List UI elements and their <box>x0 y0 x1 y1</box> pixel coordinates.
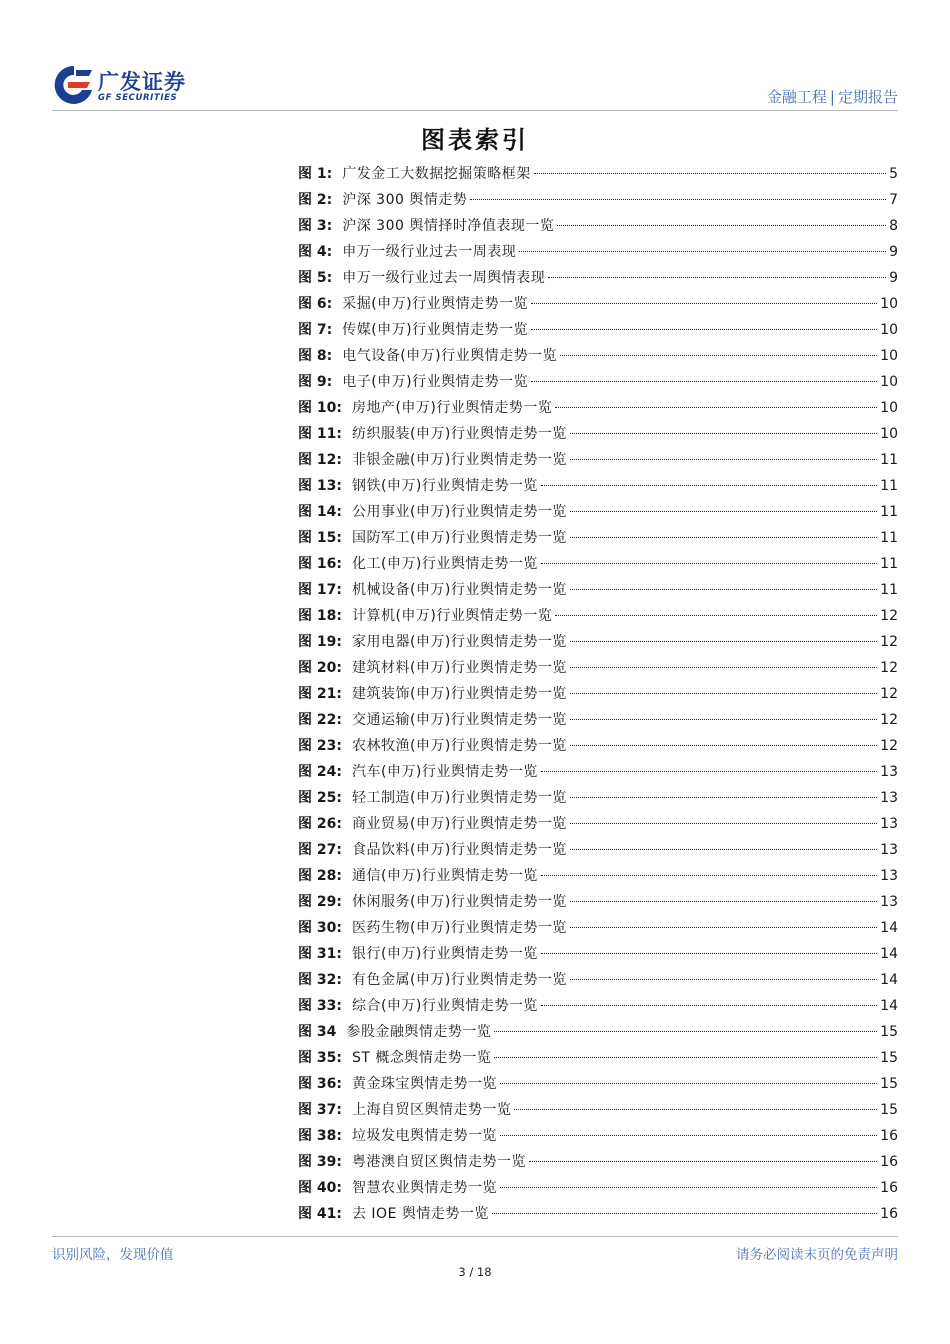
toc-entry[interactable] <box>298 603 898 629</box>
toc-entry[interactable] <box>298 577 898 603</box>
toc-entry[interactable] <box>298 317 898 343</box>
toc-entry[interactable] <box>298 551 898 577</box>
toc-entry[interactable] <box>298 291 898 317</box>
toc-entry[interactable] <box>298 967 898 993</box>
toc-page-number: 15 <box>880 1050 898 1066</box>
toc-page-number: 12 <box>880 712 898 728</box>
toc-entry[interactable] <box>298 1201 898 1227</box>
toc-entry[interactable] <box>298 525 898 551</box>
toc-figure-number: 图 17: <box>298 582 342 598</box>
toc-entry[interactable] <box>298 629 898 655</box>
toc-figure-number: 图 5: <box>298 270 333 286</box>
toc-figure-number: 图 21: <box>298 686 342 702</box>
toc-dot-leader <box>500 1187 877 1188</box>
toc-dot-leader <box>541 485 877 486</box>
toc-entry[interactable] <box>298 213 898 239</box>
toc-dot-leader <box>541 771 877 772</box>
toc-page-number: 10 <box>880 322 898 338</box>
category-separator: | <box>829 88 835 106</box>
toc-figure-number: 图 2: <box>298 192 333 208</box>
toc-figure-number: 图 35: <box>298 1050 342 1066</box>
header-divider <box>52 110 898 111</box>
toc-figure-title: 食品饮料(申万)行业舆情走势一览 <box>351 842 567 858</box>
toc-dot-leader <box>560 355 877 356</box>
toc-entry[interactable] <box>298 1071 898 1097</box>
toc-figure-number: 图 1: <box>298 166 333 182</box>
toc-figure-title: 参股金融舆情走势一览 <box>346 1024 492 1040</box>
toc-figure-title: 房地产(申万)行业舆情走势一览 <box>351 400 553 416</box>
toc-figure-number: 图 41: <box>298 1206 342 1222</box>
toc-dot-leader <box>557 225 886 226</box>
logo-name-en: GF SECURITIES <box>98 93 178 103</box>
toc-figure-number: 图 7: <box>298 322 333 338</box>
toc-figure-title: 沪深 300 舆情走势 <box>342 192 468 208</box>
toc-dot-leader <box>570 589 877 590</box>
toc-entry[interactable] <box>298 811 898 837</box>
toc-figure-title: 休闲服务(申万)行业舆情走势一览 <box>351 894 567 910</box>
toc-page-number: 10 <box>880 400 898 416</box>
toc-page-number: 13 <box>880 894 898 910</box>
toc-dot-leader <box>570 745 877 746</box>
toc-dot-leader <box>531 329 877 330</box>
page-title: 图表索引 <box>421 125 529 154</box>
toc-dot-leader <box>514 1109 877 1110</box>
toc-page-number: 12 <box>880 634 898 650</box>
toc-page-number: 15 <box>880 1102 898 1118</box>
toc-entry[interactable] <box>298 1149 898 1175</box>
toc-entry[interactable] <box>298 1097 898 1123</box>
toc-page-number: 13 <box>880 816 898 832</box>
toc-figure-number: 图 12: <box>298 452 342 468</box>
toc-figure-number: 图 29: <box>298 894 342 910</box>
toc-figure-title: 申万一级行业过去一周舆情表现 <box>342 270 546 286</box>
toc-figure-title: 建筑装饰(申万)行业舆情走势一览 <box>351 686 567 702</box>
toc-figure-number: 图 31: <box>298 946 342 962</box>
toc-page-number: 11 <box>880 556 898 572</box>
toc-figure-title: 广发金工大数据挖掘策略框架 <box>342 166 531 182</box>
toc-figure-number: 图 23: <box>298 738 342 754</box>
report-category <box>767 86 898 107</box>
toc-dot-leader <box>570 901 877 902</box>
toc-figure-number: 图 18: <box>298 608 342 624</box>
toc-page-number: 15 <box>880 1076 898 1092</box>
toc-figure-number: 图 28: <box>298 868 342 884</box>
toc-dot-leader <box>541 563 877 564</box>
toc-entry[interactable] <box>298 265 898 291</box>
toc-entry[interactable] <box>298 447 898 473</box>
toc-dot-leader <box>541 1005 877 1006</box>
toc-dot-leader <box>519 251 886 252</box>
toc-figure-title: 有色金属(申万)行业舆情走势一览 <box>351 972 567 988</box>
toc-page-number: 8 <box>889 218 898 234</box>
toc-figure-number: 图 38: <box>298 1128 342 1144</box>
toc-entry[interactable] <box>298 369 898 395</box>
toc-dot-leader <box>570 667 877 668</box>
toc-figure-title: 沪深 300 舆情择时净值表现一览 <box>342 218 555 234</box>
toc-entry[interactable] <box>298 343 898 369</box>
toc-figure-title: 纺织服装(申万)行业舆情走势一览 <box>351 426 567 442</box>
page-number: 3 / 18 <box>458 1265 492 1279</box>
toc-figure-title: 去 IOE 舆情走势一览 <box>351 1206 489 1222</box>
report-type-label: 定期报告 <box>837 88 898 106</box>
toc-entry[interactable] <box>298 785 898 811</box>
toc-page-number: 16 <box>880 1206 898 1222</box>
toc-figure-title: 银行(申万)行业舆情走势一览 <box>351 946 538 962</box>
toc-figure-title: 智慧农业舆情走势一览 <box>351 1180 497 1196</box>
toc-figure-number: 图 14: <box>298 504 342 520</box>
toc-entry[interactable] <box>298 1175 898 1201</box>
toc-figure-title: 医药生物(申万)行业舆情走势一览 <box>351 920 567 936</box>
toc-page-number: 10 <box>880 296 898 312</box>
toc-figure-title: 采掘(申万)行业舆情走势一览 <box>342 296 529 312</box>
toc-page-number: 14 <box>880 946 898 962</box>
footer-slogan: 识别风险，发现价值 <box>52 1247 174 1263</box>
toc-figure-title: 机械设备(申万)行业舆情走势一览 <box>351 582 567 598</box>
toc-figure-number: 图 27: <box>298 842 342 858</box>
toc-figure-title: 商业贸易(申万)行业舆情走势一览 <box>351 816 567 832</box>
toc-dot-leader <box>570 641 877 642</box>
toc-page-number: 12 <box>880 660 898 676</box>
toc-page-number: 16 <box>880 1180 898 1196</box>
toc-dot-leader <box>470 199 886 200</box>
toc-figure-title: 汽车(申万)行业舆情走势一览 <box>351 764 538 780</box>
toc-dot-leader <box>570 459 877 460</box>
toc-entry[interactable] <box>298 473 898 499</box>
toc-figure-title: 通信(申万)行业舆情走势一览 <box>351 868 538 884</box>
toc-figure-number: 图 37: <box>298 1102 342 1118</box>
toc-page-number: 11 <box>880 530 898 546</box>
toc-page-number: 13 <box>880 868 898 884</box>
toc-entry[interactable] <box>298 889 898 915</box>
toc-dot-leader <box>570 433 877 434</box>
toc-dot-leader <box>570 537 877 538</box>
toc-dot-leader <box>570 797 877 798</box>
toc-figure-number: 图 40: <box>298 1180 342 1196</box>
toc-entry[interactable] <box>298 499 898 525</box>
toc-dot-leader <box>570 693 877 694</box>
toc-dot-leader <box>541 875 877 876</box>
toc-figure-title: 交通运输(申万)行业舆情走势一览 <box>351 712 567 728</box>
toc-figure-title: 建筑材料(申万)行业舆情走势一览 <box>351 660 567 676</box>
toc-page-number: 15 <box>880 1024 898 1040</box>
toc-figure-number: 图 10: <box>298 400 342 416</box>
toc-entry[interactable] <box>298 1019 898 1045</box>
toc-page-number: 9 <box>889 244 898 260</box>
toc-figure-number: 图 32: <box>298 972 342 988</box>
toc-figure-number: 图 3: <box>298 218 333 234</box>
toc-figure-title: 计算机(申万)行业舆情走势一览 <box>351 608 553 624</box>
toc-entry[interactable] <box>298 187 898 213</box>
toc-entry[interactable] <box>298 993 898 1019</box>
figure-index-list <box>298 161 898 1227</box>
toc-figure-number: 图 9: <box>298 374 333 390</box>
toc-page-number: 12 <box>880 738 898 754</box>
toc-dot-leader <box>531 381 877 382</box>
toc-page-number: 12 <box>880 686 898 702</box>
toc-entry[interactable] <box>298 837 898 863</box>
toc-dot-leader <box>548 277 886 278</box>
toc-entry[interactable] <box>298 395 898 421</box>
toc-figure-title: 综合(申万)行业舆情走势一览 <box>351 998 538 1014</box>
toc-figure-title: 电气设备(申万)行业舆情走势一览 <box>342 348 558 364</box>
toc-dot-leader <box>541 953 877 954</box>
toc-figure-number: 图 13: <box>298 478 342 494</box>
page-header <box>52 62 898 108</box>
toc-figure-number: 图 19: <box>298 634 342 650</box>
footer-divider <box>52 1236 898 1237</box>
toc-page-number: 14 <box>880 998 898 1014</box>
toc-page-number: 5 <box>889 166 898 182</box>
toc-entry[interactable] <box>298 707 898 733</box>
toc-page-number: 14 <box>880 920 898 936</box>
toc-figure-number: 图 30: <box>298 920 342 936</box>
toc-dot-leader <box>570 979 877 980</box>
toc-figure-number: 图 25: <box>298 790 342 806</box>
toc-figure-title: 钢铁(申万)行业舆情走势一览 <box>351 478 538 494</box>
toc-page-number: 9 <box>889 270 898 286</box>
toc-figure-title: 垃圾发电舆情走势一览 <box>351 1128 497 1144</box>
toc-entry[interactable] <box>298 941 898 967</box>
toc-figure-number: 图 6: <box>298 296 333 312</box>
toc-dot-leader <box>494 1057 877 1058</box>
toc-page-number: 13 <box>880 842 898 858</box>
toc-figure-title: 家用电器(申万)行业舆情走势一览 <box>351 634 567 650</box>
toc-figure-title: 公用事业(申万)行业舆情走势一览 <box>351 504 567 520</box>
toc-page-number: 10 <box>880 374 898 390</box>
toc-page-number: 16 <box>880 1154 898 1170</box>
toc-dot-leader <box>534 173 886 174</box>
toc-figure-number: 图 15: <box>298 530 342 546</box>
toc-figure-number: 图 11: <box>298 426 342 442</box>
toc-page-number: 12 <box>880 608 898 624</box>
toc-figure-number: 图 26: <box>298 816 342 832</box>
toc-figure-title: ST 概念舆情走势一览 <box>351 1050 492 1066</box>
toc-dot-leader <box>570 927 877 928</box>
toc-dot-leader <box>570 719 877 720</box>
toc-page-number: 11 <box>880 582 898 598</box>
toc-entry[interactable] <box>298 915 898 941</box>
toc-figure-number: 图 24: <box>298 764 342 780</box>
toc-figure-number: 图 33: <box>298 998 342 1014</box>
toc-figure-number: 图 4: <box>298 244 333 260</box>
toc-figure-title: 国防军工(申万)行业舆情走势一览 <box>351 530 567 546</box>
toc-page-number: 10 <box>880 348 898 364</box>
toc-figure-title: 农林牧渔(申万)行业舆情走势一览 <box>351 738 567 754</box>
toc-entry[interactable] <box>298 863 898 889</box>
toc-page-number: 11 <box>880 452 898 468</box>
toc-dot-leader <box>500 1135 877 1136</box>
toc-dot-leader <box>529 1161 877 1162</box>
toc-entry[interactable] <box>298 655 898 681</box>
toc-entry[interactable] <box>298 161 898 187</box>
footer-disclaimer-note: 请务必阅读末页的免责声明 <box>736 1247 898 1263</box>
toc-dot-leader <box>500 1083 877 1084</box>
category-label: 金融工程 <box>766 88 827 106</box>
toc-dot-leader <box>555 615 877 616</box>
toc-dot-leader <box>494 1031 877 1032</box>
toc-figure-title: 电子(申万)行业舆情走势一览 <box>342 374 529 390</box>
toc-page-number: 16 <box>880 1128 898 1144</box>
toc-page-number: 11 <box>880 504 898 520</box>
toc-figure-number: 图 22: <box>298 712 342 728</box>
toc-page-number: 7 <box>889 192 898 208</box>
toc-entry[interactable] <box>298 681 898 707</box>
toc-entry[interactable] <box>298 1045 898 1071</box>
toc-figure-title: 传媒(申万)行业舆情走势一览 <box>342 322 529 338</box>
toc-page-number: 13 <box>880 764 898 780</box>
toc-figure-title: 粤港澳自贸区舆情走势一览 <box>351 1154 526 1170</box>
toc-entry[interactable] <box>298 759 898 785</box>
toc-figure-number: 图 16: <box>298 556 342 572</box>
toc-figure-title: 化工(申万)行业舆情走势一览 <box>351 556 538 572</box>
toc-figure-number: 图 20: <box>298 660 342 676</box>
logo-name-cn: 广发证券 <box>98 70 186 94</box>
toc-entry[interactable] <box>298 239 898 265</box>
toc-dot-leader <box>492 1213 877 1214</box>
toc-figure-title: 黄金珠宝舆情走势一览 <box>351 1076 497 1092</box>
toc-figure-title: 申万一级行业过去一周表现 <box>342 244 517 260</box>
toc-page-number: 10 <box>880 426 898 442</box>
toc-page-number: 14 <box>880 972 898 988</box>
toc-figure-number: 图 39: <box>298 1154 342 1170</box>
company-logo <box>52 62 212 108</box>
toc-dot-leader <box>570 849 877 850</box>
toc-figure-title: 非银金融(申万)行业舆情走势一览 <box>351 452 567 468</box>
toc-figure-title: 轻工制造(申万)行业舆情走势一览 <box>351 790 567 806</box>
toc-dot-leader <box>555 407 877 408</box>
toc-figure-number: 图 34 <box>298 1024 337 1040</box>
gf-logo-icon <box>52 64 96 106</box>
toc-dot-leader <box>570 511 877 512</box>
toc-figure-title: 上海自贸区舆情走势一览 <box>351 1102 512 1118</box>
toc-page-number: 13 <box>880 790 898 806</box>
toc-dot-leader <box>570 823 877 824</box>
toc-figure-number: 图 8: <box>298 348 333 364</box>
toc-entry[interactable] <box>298 421 898 447</box>
toc-figure-number: 图 36: <box>298 1076 342 1092</box>
toc-page-number: 11 <box>880 478 898 494</box>
toc-entry[interactable] <box>298 1123 898 1149</box>
toc-entry[interactable] <box>298 733 898 759</box>
toc-dot-leader <box>531 303 877 304</box>
